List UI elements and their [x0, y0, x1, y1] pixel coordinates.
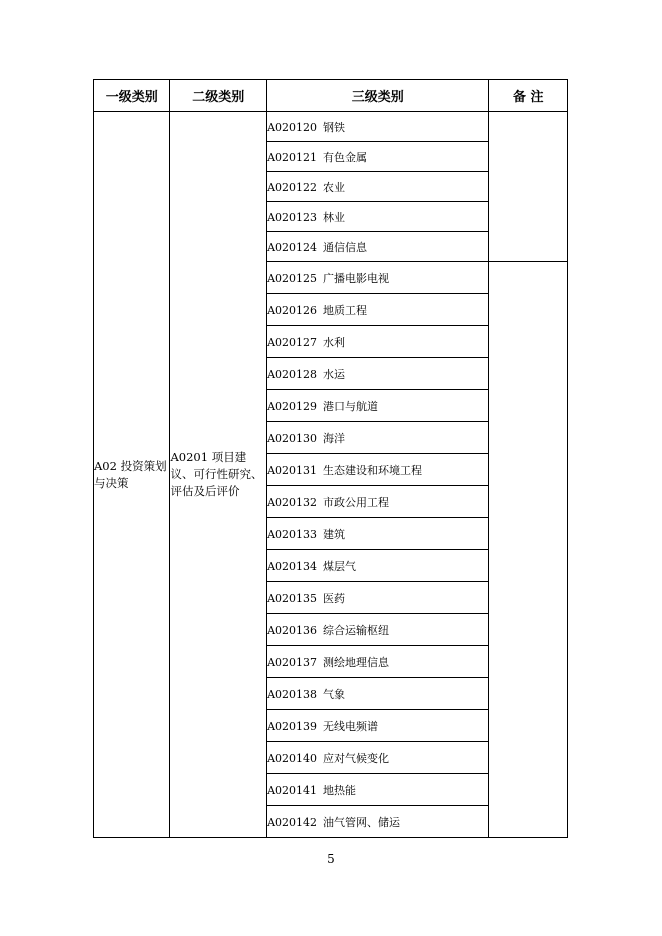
category-name: 气象	[323, 687, 346, 701]
category-code: A020122	[267, 180, 318, 194]
level3-category	[267, 172, 489, 202]
level3-category	[267, 486, 489, 518]
category-code: A020130	[267, 431, 318, 445]
level3-category	[267, 262, 489, 294]
category-name: 地热能	[323, 783, 357, 797]
category-code: A020142	[267, 815, 318, 829]
category-code: A020137	[267, 655, 318, 669]
category-code: A020136	[267, 623, 318, 637]
level3-category	[267, 422, 489, 454]
category-code: A020126	[267, 303, 318, 317]
header-level2: 二级类别	[170, 80, 267, 112]
level3-category	[267, 232, 489, 262]
category-name: 林业	[323, 210, 346, 224]
level1-category: A02 投资策划与决策	[94, 112, 170, 838]
level3-category	[267, 202, 489, 232]
category-code: A020129	[267, 399, 318, 413]
level3-category	[267, 742, 489, 774]
level3-category	[267, 112, 489, 142]
category-code: A020132	[267, 495, 318, 509]
category-code: A020120	[267, 120, 318, 134]
category-code: A020134	[267, 559, 318, 573]
header-notes: 备 注	[489, 80, 568, 112]
level3-category	[267, 710, 489, 742]
category-code: A020138	[267, 687, 318, 701]
category-name: 市政公用工程	[323, 495, 390, 509]
level3-category	[267, 294, 489, 326]
category-code: A020127	[267, 335, 318, 349]
level3-category	[267, 454, 489, 486]
category-code: A020124	[267, 240, 318, 254]
level3-category	[267, 582, 489, 614]
category-name: 煤层气	[323, 559, 357, 573]
level3-category	[267, 142, 489, 172]
level3-category	[267, 614, 489, 646]
category-code: A020131	[267, 463, 318, 477]
category-code: A020121	[267, 150, 318, 164]
category-name: 钢铁	[323, 120, 346, 134]
notes-cell	[489, 262, 568, 838]
category-name: 生态建设和环境工程	[323, 463, 423, 477]
category-name: 水运	[323, 367, 346, 381]
level3-category	[267, 518, 489, 550]
level3-category	[267, 678, 489, 710]
category-name: 测绘地理信息	[323, 655, 390, 669]
category-name: 医药	[323, 591, 346, 605]
page-number: 5	[327, 852, 335, 866]
header-level3: 三级类别	[267, 80, 489, 112]
category-code: A020141	[267, 783, 318, 797]
category-name: 无线电频谱	[323, 719, 379, 733]
classification-table	[93, 79, 568, 838]
category-name: 地质工程	[323, 303, 368, 317]
category-name: 广播电影电视	[323, 271, 390, 285]
category-name: 港口与航道	[323, 399, 379, 413]
category-name: 农业	[323, 180, 346, 194]
category-code: A020140	[267, 751, 318, 765]
category-name: 油气管网、储运	[323, 815, 401, 829]
level3-category	[267, 806, 489, 838]
category-code: A020123	[267, 210, 318, 224]
category-code: A020139	[267, 719, 318, 733]
category-code: A020125	[267, 271, 318, 285]
category-code: A020128	[267, 367, 318, 381]
category-name: 水利	[323, 335, 346, 349]
header-level1: 一级类别	[94, 80, 170, 112]
category-name: 应对气候变化	[323, 751, 390, 765]
category-name: 通信信息	[323, 240, 368, 254]
level3-category	[267, 646, 489, 678]
category-code: A020133	[267, 527, 318, 541]
category-name: 综合运输枢纽	[323, 623, 390, 637]
level3-category	[267, 358, 489, 390]
level3-category	[267, 326, 489, 358]
level3-category	[267, 390, 489, 422]
table-row	[94, 112, 568, 142]
notes-cell	[489, 112, 568, 262]
table-header-row	[94, 80, 568, 112]
category-name: 建筑	[323, 527, 346, 541]
level3-category	[267, 774, 489, 806]
level2-category: A0201 项目建议、可行性研究、评估及后评价	[170, 112, 267, 838]
level3-category	[267, 550, 489, 582]
category-name: 有色金属	[323, 150, 368, 164]
category-code: A020135	[267, 591, 318, 605]
category-name: 海洋	[323, 431, 346, 445]
